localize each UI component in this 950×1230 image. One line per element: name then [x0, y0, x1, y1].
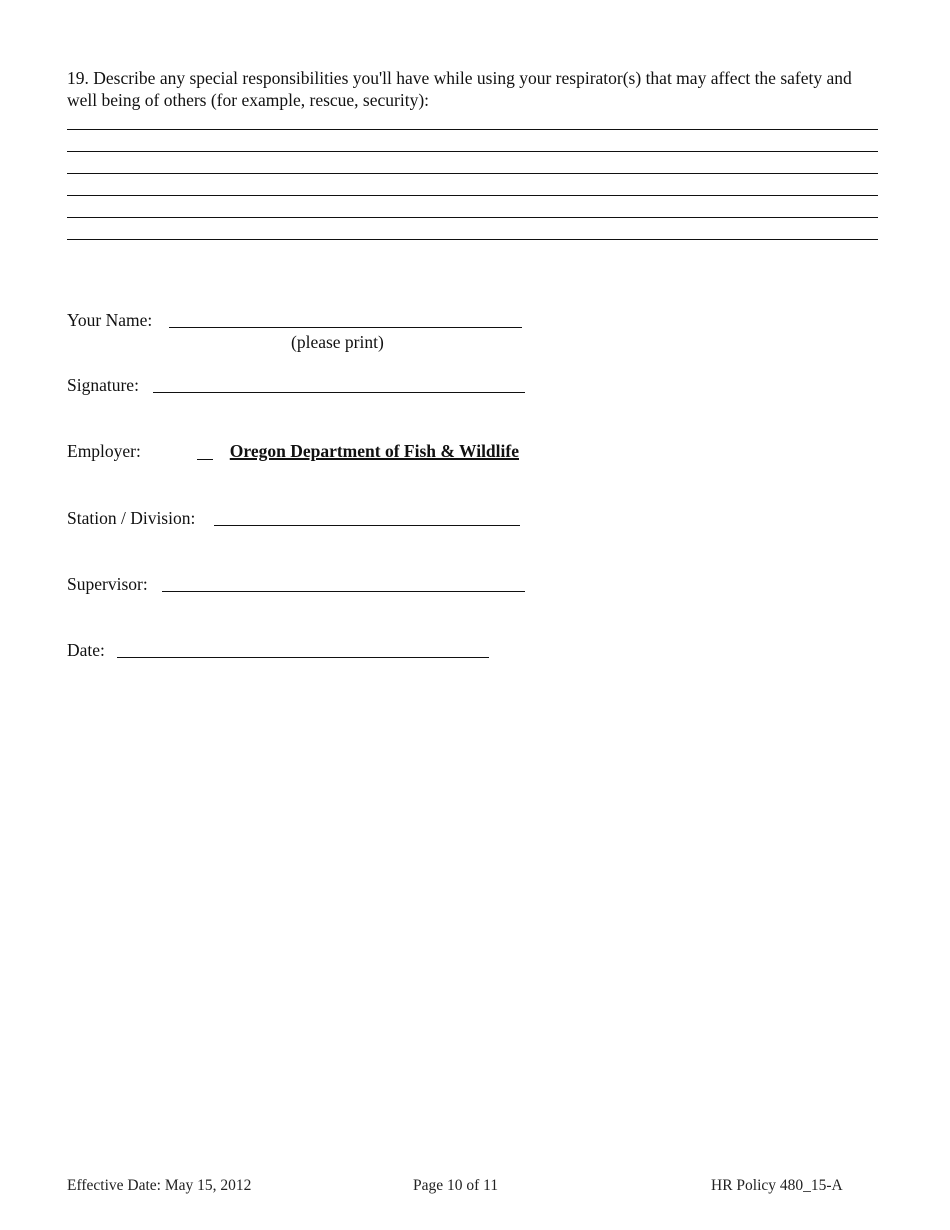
- answer-line-2[interactable]: [67, 151, 878, 152]
- name-print-hint: (please print): [291, 332, 384, 352]
- employer-underline: [197, 459, 213, 460]
- station-division-field[interactable]: [214, 525, 520, 526]
- name-label: Your Name:: [67, 310, 153, 330]
- answer-line-6[interactable]: [67, 239, 878, 240]
- signature-field[interactable]: [153, 392, 525, 393]
- employer-label: Employer:: [67, 441, 141, 461]
- supervisor-label: Supervisor:: [67, 574, 148, 594]
- supervisor-field[interactable]: [162, 591, 525, 592]
- date-label: Date:: [67, 640, 105, 660]
- answer-line-4[interactable]: [67, 195, 878, 196]
- answer-line-3[interactable]: [67, 173, 878, 174]
- answer-line-5[interactable]: [67, 217, 878, 218]
- signature-label: Signature:: [67, 375, 139, 395]
- answer-line-1[interactable]: [67, 129, 878, 130]
- question-19: 19. Describe any special responsibilities you'll have while using your respirator(s) that may affect the safety and well being of others (for example, rescue, security):: [67, 68, 852, 110]
- name-field[interactable]: [169, 327, 522, 328]
- footer-effective-date: Effective Date: May 15, 2012: [67, 1177, 252, 1194]
- station-division-label: Station / Division:: [67, 508, 196, 528]
- employer-value: Oregon Department of Fish & Wildlife: [229, 441, 519, 461]
- footer-policy-id: HR Policy 480_15-A: [711, 1177, 843, 1194]
- footer-page-number: Page 10 of 11: [413, 1177, 499, 1194]
- date-field[interactable]: [117, 657, 489, 658]
